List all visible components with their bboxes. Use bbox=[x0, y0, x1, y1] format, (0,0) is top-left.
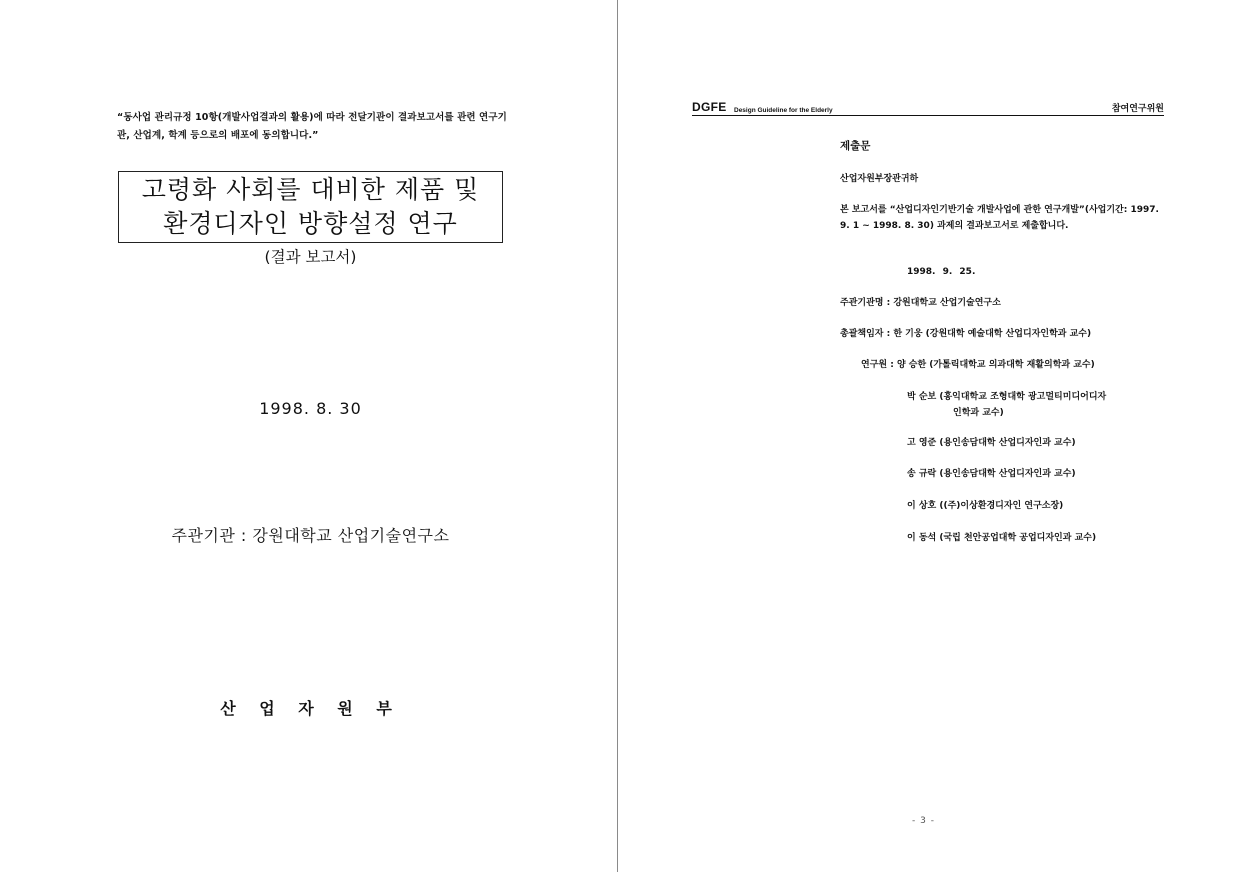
report-title-line-2: 환경디자인 방향설정 연구 bbox=[163, 209, 458, 238]
submission-heading: 제출문 bbox=[840, 140, 871, 152]
researcher-member-1-line-1: 박 순보 (홍익대학교 조형대학 광고멀티미디어디자 bbox=[907, 392, 1107, 402]
chief-researcher-line: 총괄책임자 : 한 기웅 (강원대학 예술대학 산업디자인학과 교수) bbox=[840, 329, 1092, 339]
running-header bbox=[692, 101, 1164, 116]
researcher-member-5: 이 동석 (국립 천안공업대학 공업디자인과 교수) bbox=[907, 533, 1097, 543]
distribution-notice: “동사업 관리규정 10항(개발사업결과의 활용)에 따라 전달기관이 결과보고서를 관련 연구기관, 산업계, 학계 등으로의 배포에 동의합니다.” bbox=[117, 112, 507, 141]
submission-date: 1998. 9. 25. bbox=[907, 267, 976, 277]
page-number: - 3 - bbox=[912, 816, 935, 826]
report-title-box bbox=[118, 171, 503, 243]
addressee: 산업자원부장관귀하 bbox=[840, 174, 919, 184]
researcher-member-1-line-2: 인학과 교수) bbox=[953, 408, 1004, 418]
header-brand-subtitle: Design Guideline for the Elderly bbox=[734, 107, 833, 114]
report-date: 1998. 8. 30 bbox=[259, 399, 362, 418]
left-page bbox=[0, 0, 617, 872]
submission-body: 본 보고서를 “산업디자인기반기술 개발사업에 관한 연구개발”(사업기간: 1997. 9. 1 ~ 1998. 8. 30) 과제의 결과보고서로 제출합니다. bbox=[840, 205, 1159, 231]
researcher-member-3: 송 규락 (용인송담대학 산업디자인과 교수) bbox=[907, 469, 1076, 479]
right-page bbox=[619, 0, 1236, 872]
researcher-member-2: 고 영준 (용인송담대학 산업디자인과 교수) bbox=[907, 438, 1076, 448]
page-divider bbox=[617, 0, 618, 872]
host-organization-line: 주관기관명 : 강원대학교 산업기술연구소 bbox=[840, 298, 1001, 308]
report-title-line-1: 고령화 사회를 대비한 제품 및 bbox=[141, 175, 480, 204]
report-subtitle: (결과 보고서) bbox=[264, 248, 357, 266]
researcher-member-1 bbox=[907, 389, 1169, 421]
researcher-member-4: 이 상호 ((주)이상환경디자인 연구소장) bbox=[907, 501, 1064, 511]
header-section-title: 참여연구위원 bbox=[1111, 104, 1164, 114]
header-brand: DGFE bbox=[692, 100, 727, 114]
ministry-name: 산 업 자 원 부 bbox=[220, 699, 401, 718]
researcher-line: 연구원 : 양 승한 (가톨릭대학교 의과대학 재활의학과 교수) bbox=[861, 360, 1095, 370]
host-organization: 주관기관 : 강원대학교 산업기술연구소 bbox=[171, 526, 450, 545]
